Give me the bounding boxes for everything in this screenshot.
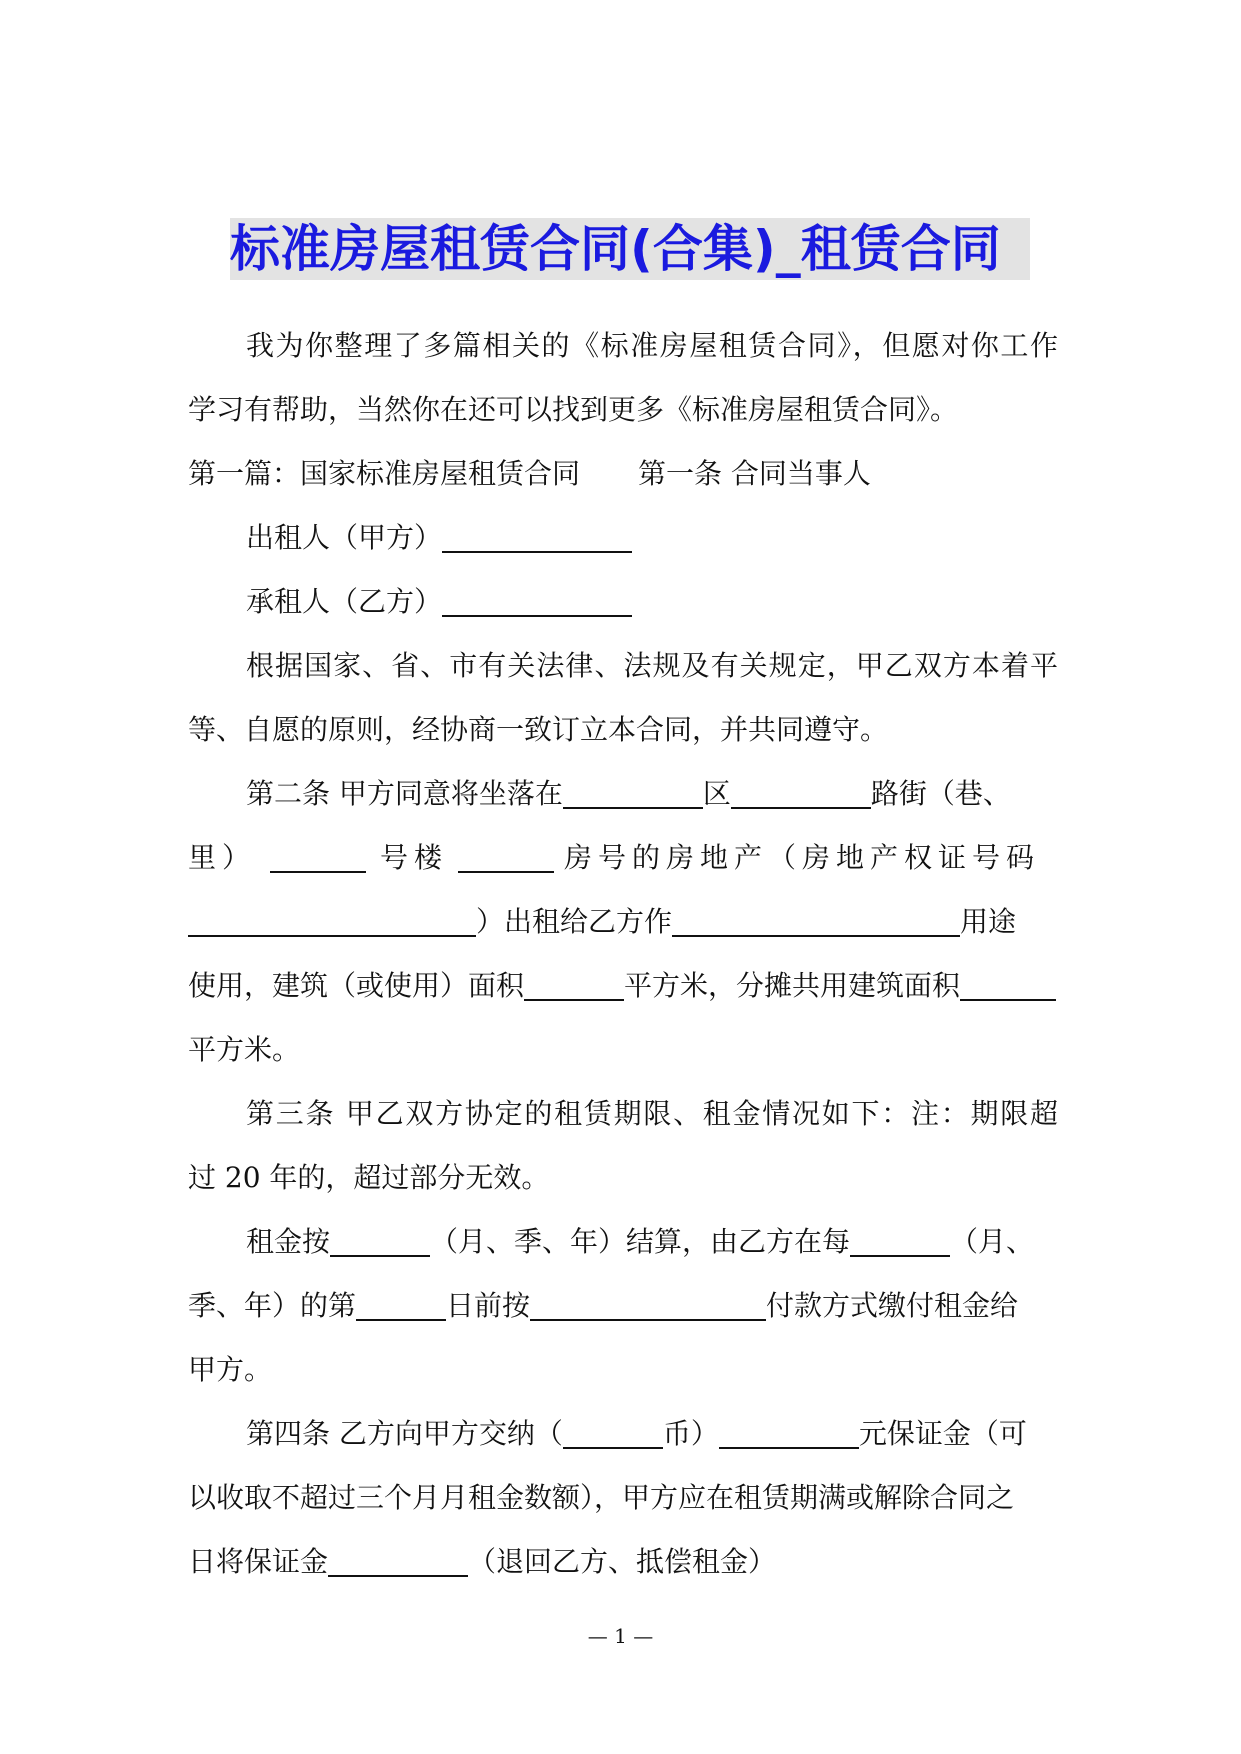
article-2-text-e: 号楼 bbox=[380, 841, 449, 874]
document-title: 标准房屋租赁合同(合集)_租赁合同 bbox=[230, 218, 1030, 280]
article-4-text-b: 币） bbox=[662, 1417, 719, 1450]
lessor-line bbox=[246, 518, 1058, 558]
room-blank bbox=[458, 841, 554, 873]
rent-line-2 bbox=[188, 1286, 1058, 1326]
shared-area-blank bbox=[960, 969, 1056, 1001]
article-2-text-c: 路街（巷、 bbox=[870, 777, 1011, 810]
article-2-text-j: 平方米，分摊共用建筑面积 bbox=[624, 969, 961, 1002]
lessor-blank bbox=[442, 521, 632, 553]
lessee-label: 承租人（乙方） bbox=[246, 585, 443, 618]
deposit-amount-blank bbox=[719, 1417, 859, 1449]
article-2-text-h: 用途 bbox=[960, 905, 1017, 938]
settlement-blank bbox=[330, 1225, 430, 1257]
article-2-line-5: 平方米。 bbox=[188, 1033, 301, 1066]
article-3-line-1: 第三条 甲乙双方协定的租赁期限、租金情况如下：注：期限超 bbox=[246, 1097, 1058, 1130]
rent-text-e: 日前按 bbox=[446, 1289, 531, 1322]
area-blank bbox=[524, 969, 624, 1001]
rent-text-d: 季、年）的第 bbox=[188, 1289, 357, 1322]
article-2-text-g: ）出租给乙方作 bbox=[476, 905, 673, 938]
payment-method-blank bbox=[530, 1289, 766, 1321]
intro-line-1: 我为你整理了多篇相关的《标准房屋租赁合同》，但愿对你工作 bbox=[246, 329, 1058, 362]
building-blank bbox=[270, 841, 366, 873]
article-4-text-c: 元保证金（可 bbox=[858, 1417, 1027, 1450]
article-4-text-a: 第四条 乙方向甲方交纳（ bbox=[246, 1417, 563, 1450]
page-number: — 1 — bbox=[587, 1624, 654, 1648]
article-2-line-3 bbox=[188, 902, 1058, 942]
article-2-line-1 bbox=[246, 774, 1058, 814]
rent-text-f: 付款方式缴付租金给 bbox=[766, 1289, 1019, 1322]
article-2-line-2 bbox=[188, 838, 1058, 878]
chapter-heading: 第一篇：国家标准房屋租赁合同 bbox=[188, 457, 581, 490]
day-blank bbox=[356, 1289, 446, 1321]
basis-line-2: 等、自愿的原则，经协商一致订立本合同，并共同遵守。 bbox=[188, 713, 889, 746]
chapter-heading-line bbox=[188, 454, 1058, 494]
article-2-line-4 bbox=[188, 966, 1058, 1006]
article-4-line-1 bbox=[246, 1414, 1058, 1454]
rent-text-b: （月、季、年）结算，由乙方在每 bbox=[430, 1225, 851, 1258]
lessor-label: 出租人（甲方） bbox=[246, 521, 443, 554]
rent-text-c: （月、 bbox=[950, 1225, 1035, 1258]
currency-blank bbox=[563, 1417, 663, 1449]
article-2-text-a: 第二条 甲方同意将坐落在 bbox=[246, 777, 563, 810]
article-2-text-d: 里） bbox=[188, 841, 257, 874]
basis-line-1: 根据国家、省、市有关法律、法规及有关规定，甲乙双方本着平 bbox=[246, 649, 1058, 682]
certificate-blank bbox=[188, 905, 476, 937]
rent-line-1 bbox=[246, 1222, 1058, 1262]
rent-text-a: 租金按 bbox=[246, 1225, 331, 1258]
article-3-line-2: 过 20 年的，超过部分无效。 bbox=[188, 1161, 550, 1194]
article-1-heading: 第一条 合同当事人 bbox=[638, 457, 871, 490]
article-2-text-b: 区 bbox=[702, 777, 731, 810]
lessee-blank bbox=[442, 585, 632, 617]
article-2-text-f: 房号的房地产（房地产权证号码 bbox=[564, 841, 1041, 874]
district-blank bbox=[563, 777, 703, 809]
intro-line-2: 学习有帮助，当然你在还可以找到更多《标准房屋租赁合同》。 bbox=[188, 393, 959, 426]
article-4-line-2: 以收取不超过三个月月租金数额），甲方应在租赁期满或解除合同之 bbox=[188, 1481, 1015, 1514]
article-4-line-3 bbox=[188, 1542, 1058, 1582]
rent-line-3: 甲方。 bbox=[188, 1353, 273, 1386]
article-4-text-e: 日将保证金 bbox=[188, 1545, 329, 1578]
article-2-text-i: 使用，建筑（或使用）面积 bbox=[188, 969, 525, 1002]
deposit-handling-blank bbox=[328, 1545, 468, 1577]
lessee-line bbox=[246, 582, 1058, 622]
period-blank bbox=[850, 1225, 950, 1257]
street-blank bbox=[731, 777, 871, 809]
article-4-text-f: （退回乙方、抵偿租金） bbox=[468, 1545, 777, 1578]
purpose-blank bbox=[672, 905, 960, 937]
